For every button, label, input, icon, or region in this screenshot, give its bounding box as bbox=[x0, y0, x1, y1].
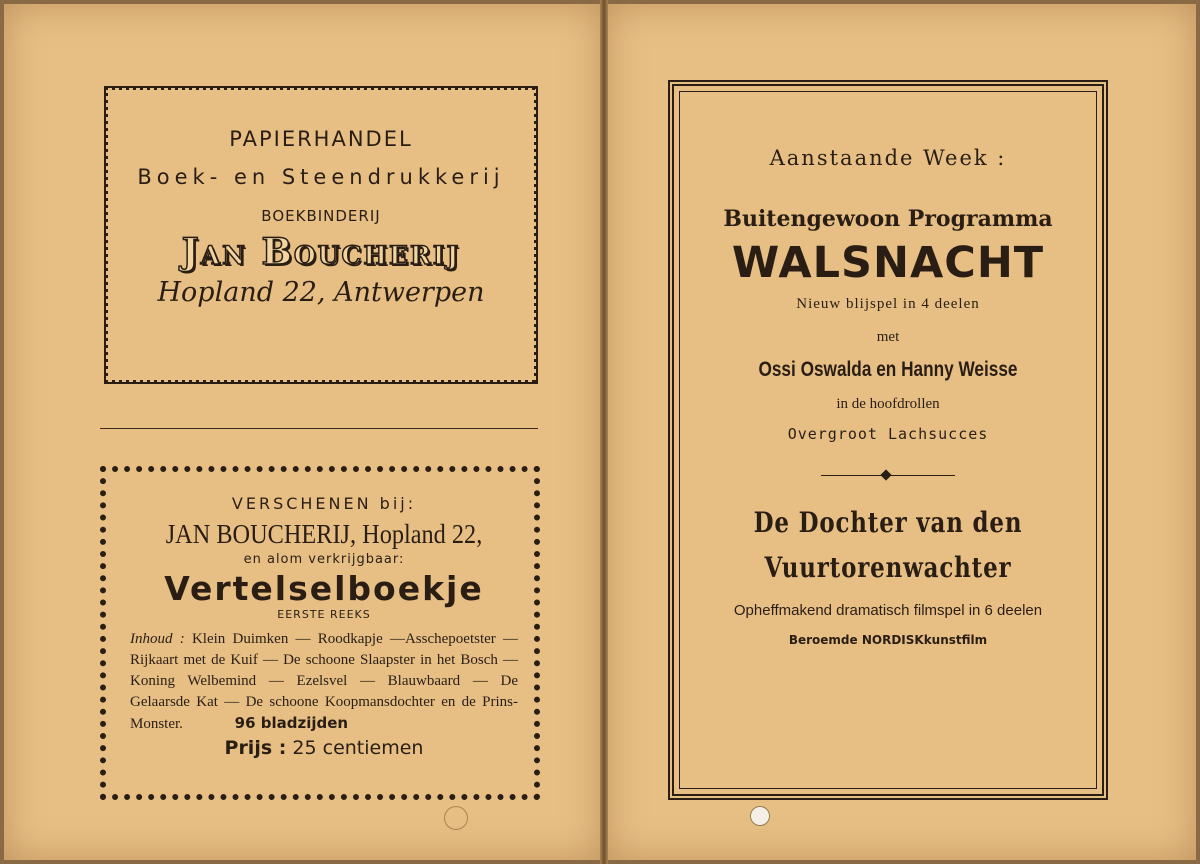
book-page-count: 96 bladzijden bbox=[234, 714, 349, 732]
book-ad-availability: en alom verkrijgbaar: bbox=[243, 552, 405, 567]
ad-line-boekbinderij: BOEKBINDERIJ bbox=[261, 207, 381, 225]
contents-label: Inhoud : bbox=[130, 631, 185, 647]
program-heading: Buitengewoon Programma bbox=[723, 206, 1053, 232]
book-title: Vertelselboekje bbox=[164, 569, 484, 608]
book-contents bbox=[130, 629, 518, 735]
price-value: 25 centiemen bbox=[292, 737, 424, 759]
film2-studio: Beroemde NORDISKkunstfilm bbox=[788, 633, 988, 647]
ad-business-name: Jan Boucherij bbox=[181, 231, 461, 273]
film1-with: met bbox=[876, 329, 900, 345]
announcement: Aanstaande Week : bbox=[769, 146, 1007, 170]
film2-description: Opheffmakend dramatisch filmspel in 6 deelen bbox=[733, 602, 1043, 619]
book-ad-heading: VERSCHENEN bij: bbox=[231, 494, 417, 513]
contents-text: Klein Duimken — Roodkapje —Asschepoetster — Rijkaart met de Kuif — De schoone Slaapster in het Bosch — Koning Welbemind — Ezelsvel — Blauwbaard — De Gelaarsde Kat — De schoone Koopmansdochter en de Prins-Monster. bbox=[130, 631, 519, 732]
price-label: Prijs : bbox=[224, 737, 287, 759]
stationery-advertisement bbox=[100, 82, 542, 388]
film1-roles: in de hoofdrollen bbox=[836, 396, 940, 412]
book-price bbox=[130, 737, 518, 759]
ad-address: Hopland 22, Antwerpen bbox=[157, 277, 485, 308]
book-spine bbox=[600, 0, 608, 864]
divider-line bbox=[100, 428, 538, 429]
film1-title: WALSNACHT bbox=[731, 238, 1045, 288]
book-ad-publisher: JAN BOUCHERIJ, Hopland 22, bbox=[165, 519, 483, 549]
ad-line-drukkerij: Boek- en Steendrukkerij bbox=[137, 165, 505, 189]
program-frame bbox=[668, 80, 1108, 800]
film2-title-line2: Vuurtorenwachter bbox=[764, 551, 1012, 584]
book-advertisement bbox=[100, 466, 540, 800]
film1-success: Overgroot Lachsucces bbox=[787, 425, 989, 443]
ad-line-papierhandel: PAPIERHANDEL bbox=[229, 127, 413, 151]
film1-description: Nieuw blijspel in 4 deelen bbox=[796, 296, 980, 312]
binding-hole-right bbox=[750, 806, 770, 826]
film1-cast: Ossi Oswalda en Hanny Weisse bbox=[758, 358, 1018, 381]
book-series: EERSTE REEKS bbox=[277, 608, 371, 621]
ornament-diamond bbox=[880, 469, 891, 480]
binding-hole-left bbox=[444, 806, 468, 830]
ornament-divider bbox=[821, 475, 955, 476]
film2-title-line1: De Dochter van den bbox=[753, 506, 1023, 539]
